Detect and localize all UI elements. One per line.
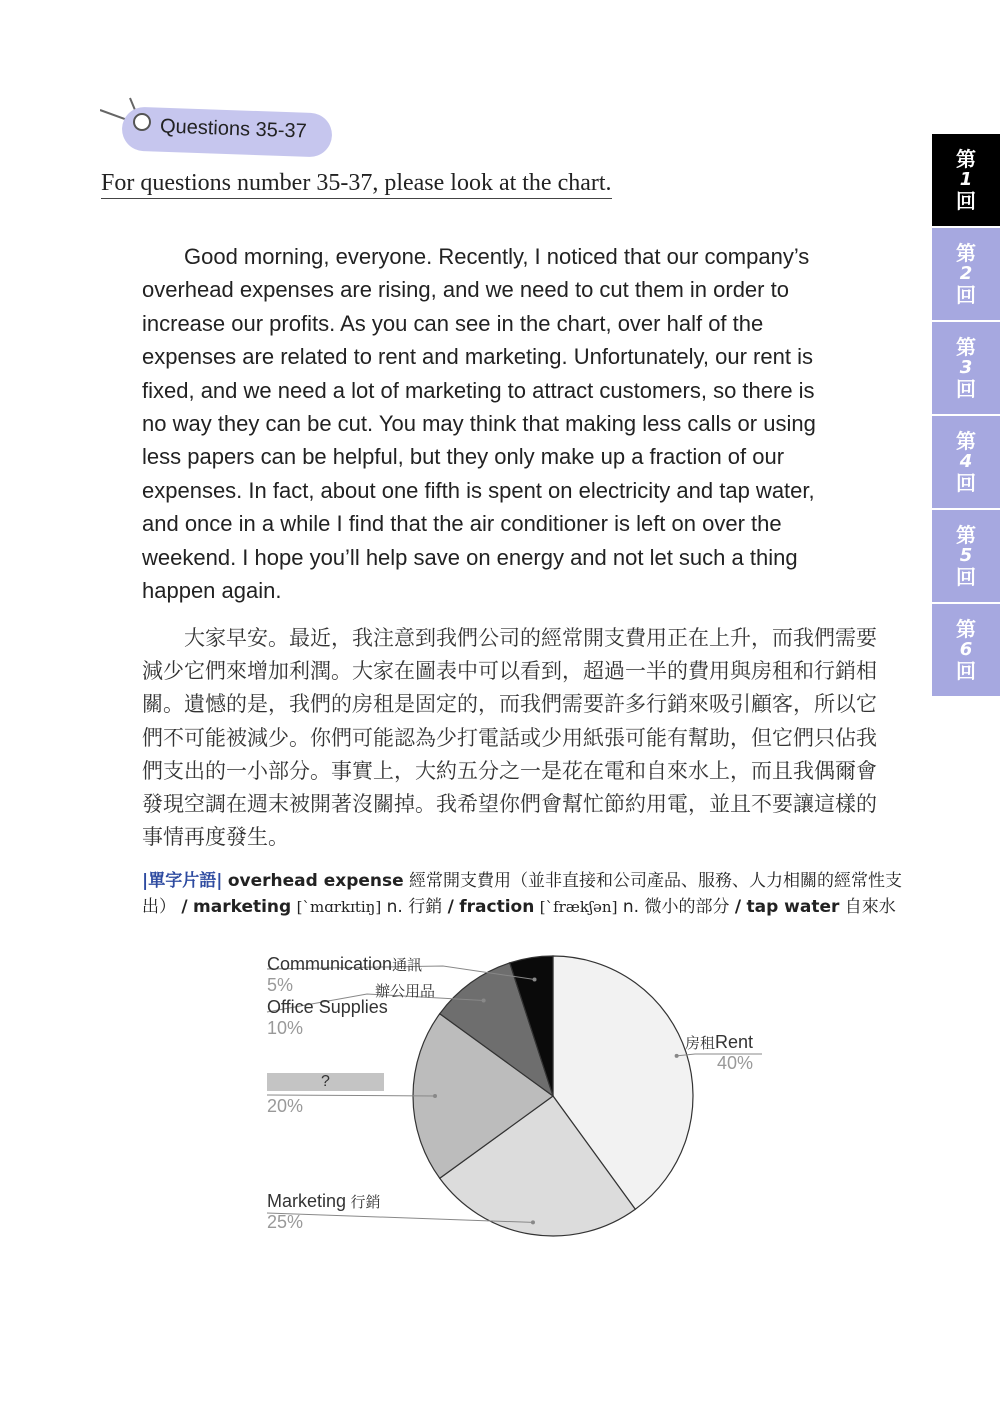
passage-zh-line: 關。遺憾的是，我們的房租是固定的，而我們需要許多行銷來吸引顧客，所以它 — [142, 692, 877, 717]
tab-round-2[interactable] — [932, 228, 1000, 322]
slice-percent: 40% — [717, 1053, 754, 1073]
passage-line: expenses are related to rent and marketing. Unfortunately, our rent is — [142, 344, 813, 370]
passage-line: happen again. — [142, 578, 282, 604]
tab-round-5[interactable] — [932, 510, 1000, 604]
tab-round-3[interactable] — [932, 322, 1000, 416]
tab-label-bottom: 回 — [956, 565, 976, 589]
tab-number: 4 — [959, 451, 973, 472]
vocab-pos: n. — [386, 897, 403, 917]
slice-name-zh: 辦公用品 — [375, 982, 436, 1000]
passage-zh-line: 大家早安。最近，我注意到我們公司的經常開支費用正在上升，而我們需要 — [184, 626, 877, 650]
vocab-ipa: [`frækʃən] — [539, 898, 618, 916]
slice-percent: 10% — [267, 1018, 304, 1038]
slice-name: Communication — [267, 954, 393, 974]
passage-line: and once in a while I find that the air conditioner is left on over the — [142, 511, 782, 537]
passage-line: increase our profits. As you can see in the chart, over half of the — [142, 310, 764, 336]
vocab-term: overhead expense — [227, 871, 404, 891]
passage-zh-line: 們不可能被減少。你們可能認為少打電話或少用紙張可能有幫助，但它們只佔我 — [142, 725, 877, 750]
passage-line: weekend. I hope you’ll help save on energy and not let such a thing — [142, 544, 798, 570]
vocab-definition: 出） — [142, 897, 176, 917]
tab-number: 5 — [959, 545, 973, 566]
vocab-term: marketing — [193, 897, 292, 917]
passage-line: expenses. In fact, about one fifth is spent on electricity and tap water, — [142, 477, 815, 503]
tab-label-bottom: 回 — [956, 283, 976, 307]
slice-name-zh: 行銷 — [350, 1193, 381, 1211]
passage-english — [142, 240, 882, 607]
slice-percent: 25% — [267, 1212, 304, 1232]
vocab-separator: / — [734, 897, 742, 917]
slice-name: Office Supplies — [267, 997, 388, 1017]
passage-line: no way they can be cut. You may think that making less calls or using — [142, 411, 816, 437]
vocab-definition: 自來水 — [844, 897, 896, 917]
tab-round-1[interactable] — [932, 134, 1000, 228]
tab-number: 2 — [959, 263, 973, 284]
tab-number: 6 — [959, 639, 973, 660]
tab-label-top: 第 — [956, 147, 976, 171]
chapter-tabs — [932, 134, 1000, 698]
passage-chinese — [142, 622, 902, 854]
section-tag — [100, 96, 340, 166]
slice-name: Marketing — [267, 1191, 347, 1211]
tab-label-top: 第 — [956, 241, 976, 265]
leader-dot — [531, 1220, 535, 1224]
passage-line: Good morning, everyone. Recently, I noticed that our company’s — [184, 244, 810, 269]
slice-name-zh: 房租 — [685, 1034, 716, 1052]
vocab-ipa: [`mɑrkɪtiŋ] — [296, 898, 382, 916]
vocab-term: tap water — [746, 897, 840, 917]
passage-zh-line: 減少它們來增加利潤。大家在圖表中可以看到，超過一半的費用與房租和行銷相 — [142, 659, 877, 684]
tab-label-top: 第 — [956, 617, 976, 641]
passage-line: overhead expenses are rising, and we need to cut them in order to — [142, 277, 789, 303]
tab-label-top: 第 — [956, 523, 976, 547]
passage-line: fixed, and we need a lot of marketing to attract customers, so there is — [142, 377, 815, 403]
vocab-definition: 微小的部分 — [644, 897, 730, 917]
expense-pie-chart — [255, 940, 785, 1250]
vocab-separator: / — [181, 897, 188, 917]
vocab-pos: n. — [622, 897, 640, 917]
tab-label-bottom: 回 — [956, 659, 976, 683]
tab-number: 3 — [959, 357, 973, 378]
vocab-line-1 — [142, 868, 902, 894]
tab-label-bottom: 回 — [956, 189, 976, 213]
tab-label-bottom: 回 — [956, 471, 976, 495]
tab-label-bottom: 回 — [956, 377, 976, 401]
passage-zh-line: 們支出的一小部分。事實上，大約五分之一是花在電和自來水上，而且我偶爾會 — [142, 758, 877, 783]
vocab-definition: 經常開支費用（並非直接和公司產品、服務、人力相關的經常性支 — [409, 871, 903, 891]
unknown-category-box: ? — [267, 1073, 384, 1091]
circle-icon — [130, 110, 154, 134]
slice-label-rent — [685, 1032, 753, 1074]
leader-dot — [675, 1054, 679, 1058]
tab-number: 1 — [959, 169, 973, 190]
vocab-definition: 行銷 — [408, 897, 443, 917]
section-tag-label: Questions 35-37 — [159, 115, 308, 143]
passage-zh-line: 發現空調在週末被開著沒關掉。我希望你們會幫忙節約用電，並且不要讓這樣的 — [142, 792, 877, 817]
question-prompt: For questions number 35-37, please look at the chart. — [101, 170, 612, 199]
slice-name: Rent — [715, 1032, 754, 1052]
tab-round-6[interactable] — [932, 604, 1000, 698]
leader-dot — [482, 999, 486, 1003]
slice-name-zh: 通訊 — [392, 956, 423, 974]
vocab-line-2 — [142, 894, 902, 920]
slice-label-unknown — [267, 1096, 303, 1117]
vocabulary-box — [142, 868, 902, 920]
slice-percent: 5% — [267, 975, 294, 995]
tab-round-4[interactable] — [932, 416, 1000, 510]
vocab-term: fraction — [459, 897, 535, 917]
tab-label-top: 第 — [956, 429, 976, 453]
vocab-separator: / — [447, 897, 454, 917]
tab-label-top: 第 — [956, 335, 976, 359]
vocab-label: |單字片語| — [142, 871, 223, 891]
passage-line: less papers can be helpful, but they only make up a fraction of our — [142, 444, 785, 470]
slice-label-marketing — [267, 1191, 381, 1233]
slice-label-office-supplies — [267, 997, 388, 1039]
passage-zh-line: 事情再度發生。 — [142, 825, 289, 850]
leader-dot — [533, 977, 537, 981]
slice-percent: 20% — [267, 1096, 304, 1116]
leader-dot — [433, 1094, 437, 1098]
